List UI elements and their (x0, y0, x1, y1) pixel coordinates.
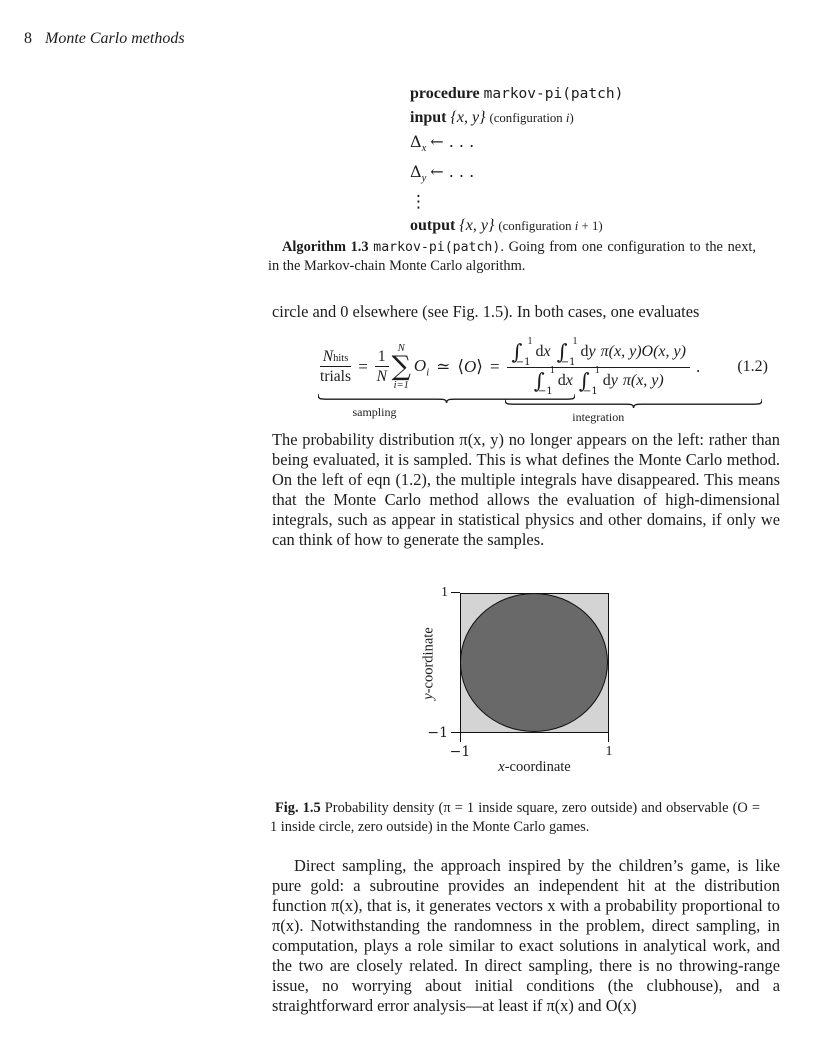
sampling-group (320, 342, 430, 420)
equation-number: (1.2) (737, 358, 768, 375)
algo-line-procedure (410, 82, 623, 106)
y-tick-mark-top (451, 592, 460, 593)
equals-sign: = (358, 356, 368, 376)
observable-term: O(x, y) (641, 342, 686, 360)
assignment-arrow: ← . . . (430, 162, 475, 182)
page-number: 8 (24, 30, 32, 47)
algorithm-caption-text: . Going from one configuration to the next, in the Markov-chain Monte Carlo algorithm. (268, 239, 756, 274)
algo-line-delta-y: $\Delta_y$ ← . . . (410, 162, 475, 185)
integral-fraction: ∫ 1 −1 dx ∫ 1 −1 dy π(x, y) O(x, y) ∫ 1 −1 dx ∫ 1 −1 dy π(x, y) (507, 339, 690, 396)
input-note: (configuration i) (489, 111, 574, 125)
underbrace-right-label: integration (572, 409, 625, 424)
algorithm-pseudocode (410, 82, 623, 238)
equation-period: . (695, 357, 701, 376)
integral: ∫ 1 −1 (556, 335, 578, 368)
algo-line-output (410, 214, 623, 238)
simeq-sign: ≃ (436, 357, 451, 377)
underbrace-right (505, 399, 762, 408)
x-tick-mark-right (608, 733, 609, 742)
hits-over-trials-fraction: $\frac{\text{Nhits}}{\text{trials}}$ (320, 347, 352, 386)
integration-group (507, 335, 690, 424)
delta-symbol: Δ (410, 162, 422, 182)
body-intro-line: circle and 0 elsewhere (see Fig. 1.5). In both cases, one evaluates (272, 302, 700, 321)
algo-line-input (410, 106, 623, 130)
equation-row (256, 335, 764, 424)
pi-term: π(x, y) (622, 371, 664, 389)
running-title: Monte Carlo methods (45, 30, 185, 47)
figure-caption-label: Fig. 1.5 (275, 800, 321, 816)
x-tick-label-left: −1 (449, 744, 471, 760)
y-axis-label: y-coordinate (420, 626, 437, 700)
y-tick-label-bottom: −1 (427, 725, 448, 741)
output-variables: {x, y} (459, 217, 495, 235)
figure-caption (270, 799, 760, 837)
one-over-N-fraction: $\frac{1}{N}$ (376, 347, 387, 386)
delta-symbol: Δ (410, 132, 422, 151)
procedure-name: markov-pi(patch) (483, 86, 624, 102)
output-note: (configuration i + 1) (498, 219, 603, 234)
keyword-procedure: procedure (410, 85, 480, 102)
algorithm-caption-label: Algorithm 1.3 (282, 239, 369, 255)
algorithm-caption-code: markov-pi(patch) (373, 240, 501, 255)
x-tick-label-right: 1 (605, 744, 613, 759)
y-tick-label-top: 1 (441, 585, 448, 600)
vertical-dots: ⋮ (410, 192, 427, 213)
input-variables: {x, y} (450, 109, 486, 126)
body-paragraph-1: The probability distribution π(x, y) no longer appears on the left: rather than being evaluated, it is sampled. This is what defines the Monte Carlo method. On the left of eqn (1.2), the multiple integrals have disappeared. This means that the Monte Carlo method allows the evaluation of high-dimensional integrals, such as appear in statistical physics and other domains, if only we can think of how to generate the samples. (272, 430, 780, 549)
sigma-symbol: ∑ (391, 351, 411, 383)
x-tick-mark-left (460, 733, 461, 742)
figure-circle-region (460, 593, 608, 732)
integral: ∫ 1 −1 (511, 335, 533, 368)
assignment-arrow: ← . . . (430, 132, 475, 151)
algo-line-delta-x: $\Delta_x$ ← . . . (410, 132, 475, 155)
figure-caption-text: Probability density (π = 1 inside square, zero outside) and observable (O = 1 inside circle, zero outside) in the Monte Carlo games. (270, 800, 761, 835)
expectation-observable: ⟨O⟩ (457, 357, 483, 377)
integral: ∫ 1 −1 (578, 364, 600, 397)
underbrace-left-label: sampling (352, 405, 397, 420)
summation: N ∑ i=1 (391, 342, 411, 391)
figure-square-region (460, 593, 609, 733)
body-paragraph-2: Direct sampling, the approach inspired by the children’s game, is like pure gold: a subroutine provides an independent hit at the distribution function π(x), that is, it generates vectors x with a probability proportional to π(x). Notwithstanding the randomness in the problem, direct sampling, in computation, plays a role similar to exact solutions in analytical work, and the two are closely related. In direct sampling, there is no throwing-range issue, no worrying about initial conditions (the clubhouse), and a straightforward error analysis—at least if π(x) and O(x) (272, 856, 780, 1015)
equals-sign: = (489, 357, 500, 376)
integral: ∫ 1 −1 (533, 364, 555, 397)
pi-term: π(x, y) (600, 342, 642, 360)
x-axis-label: x-coordinate (498, 759, 571, 775)
observable-i: $O_i$ (413, 355, 430, 379)
keyword-output: output (410, 217, 456, 235)
algorithm-caption (268, 238, 756, 276)
running-head (24, 30, 185, 48)
equation-1-2 (272, 336, 780, 424)
keyword-input: input (410, 109, 447, 126)
